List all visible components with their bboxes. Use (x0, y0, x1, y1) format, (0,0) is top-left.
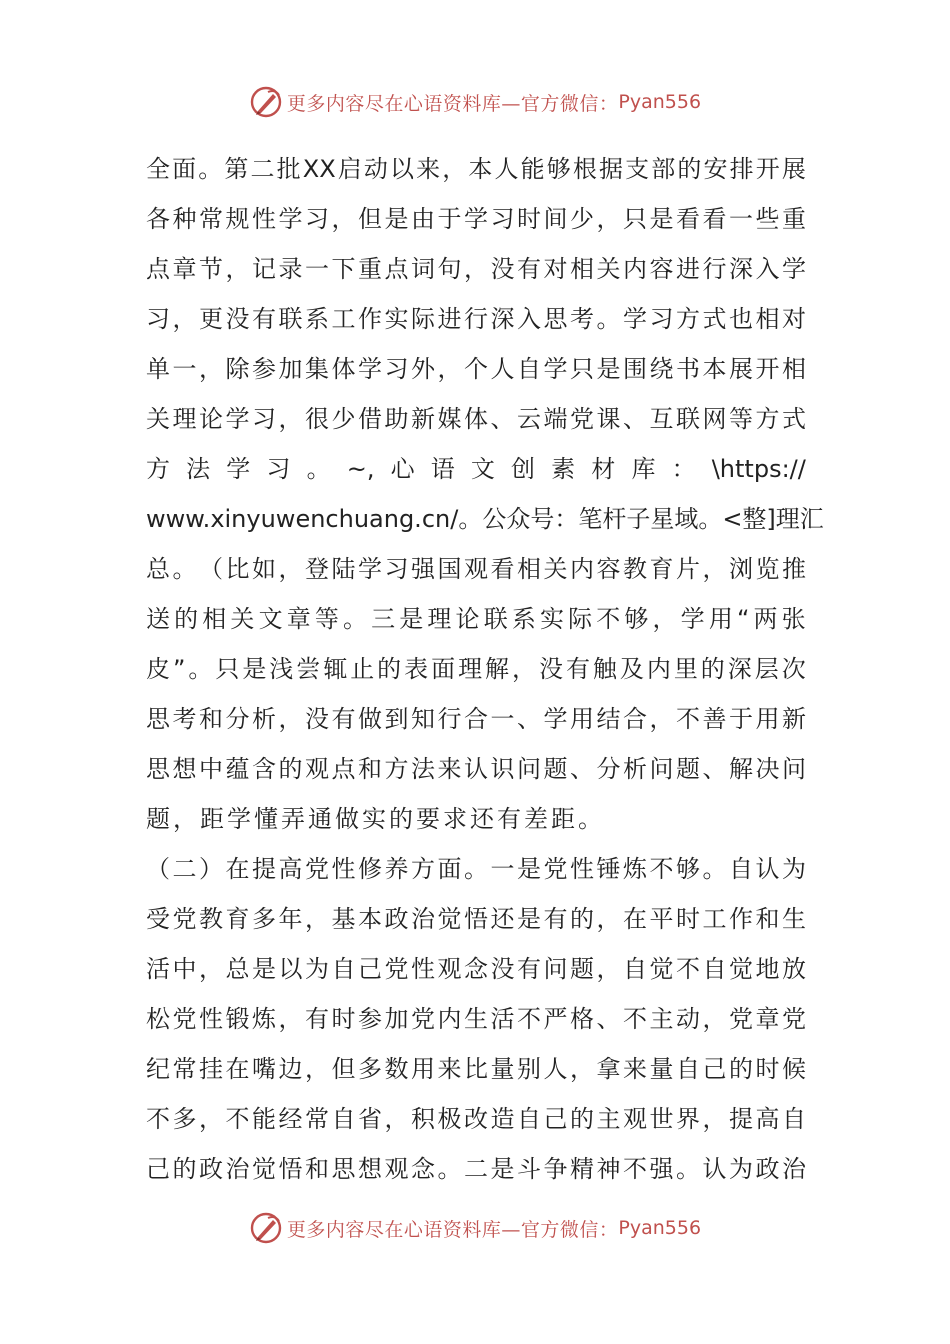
text-line: 总 。 （ 比 如 ， 登 陆 学 习 强 国 观 看 相 关 内 容 教 育 片 ， 浏 览 推 (146, 555, 806, 583)
header-wechat-handle: Pyan556 (618, 91, 702, 113)
text-line: 纪 常 挂 在 嘴 边 ， 但 多 数 用 来 比 量 别 人 ， 拿 来 量 自 己 的 时 候 (146, 1055, 806, 1083)
text-line: 送 的 相 关 文 章 等 。 三 是 理 论 联 系 实 际 不 够 ， 学 用 “ 两 张 (146, 605, 806, 633)
text-line: 单 一 ， 除 参 加 集 体 学 习 外 ， 个 人 自 学 只 是 围 绕 书 本 展 开 相 (146, 355, 806, 383)
text-line: 全 面 。 第 二 批 XX 启 动 以 来 ， 本 人 能 够 根 据 支 部 的 安 排 开 展 (146, 155, 806, 183)
text-line: 思 考 和 分 析 ， 没 有 做 到 知 行 合 一 、 学 用 结 合 ， 不 善 于 用 新 (146, 705, 806, 733)
text-line: 己 的 政 治 觉 悟 和 思 想 观 念 。 二 是 斗 争 精 神 不 强 。 认 为 政 治 (146, 1155, 806, 1183)
text-line: 题，距学懂弄通做实的要求还有差距。 (146, 805, 605, 833)
text-line: 受 党 教 育 多 年 ， 基 本 政 治 觉 悟 还 是 有 的 ， 在 平 时 工 作 和 生 (146, 905, 806, 933)
text-line: （ 二 ） 在 提 高 党 性 修 养 方 面 。 一 是 党 性 锤 炼 不 够 。 自 认 为 (146, 855, 806, 883)
text-line: 关 理 论 学 习 ， 很 少 借 助 新 媒 体 、 云 端 党 课 、 互 联 网 等 方 式 (146, 405, 806, 433)
pen-logo-icon (249, 1211, 283, 1245)
footer-wechat-handle: Pyan556 (618, 1217, 702, 1239)
document-body (146, 144, 824, 1194)
text-line: 松 党 性 锻 炼 ， 有 时 参 加 党 内 生 活 不 严 格 、 不 主 动 ， 党 章 党 (146, 1005, 806, 1033)
text-line: 活 中 ， 总 是 以 为 自 己 党 性 观 念 没 有 问 题 ， 自 觉 不 自 觉 地 放 (146, 955, 806, 983)
text-line: 思 想 中 蕴 含 的 观 点 和 方 法 来 认 识 问 题 、 分 析 问 题 、 解 决 问 (146, 755, 806, 783)
header-banner (0, 80, 950, 124)
header-banner-text: 更多内容尽在心语资料库—官方微信： (286, 92, 619, 115)
text-line: 不 多 ， 不 能 经 常 自 省 ， 积 极 改 造 自 己 的 主 观 世 界 ， 提 高 自 (146, 1105, 806, 1133)
text-line: 方 法 学 习 。 ~, 心 语 文 创 素 材 库 ： \https:// (146, 455, 806, 483)
footer-banner-text: 更多内容尽在心语资料库—官方微信： (286, 1218, 619, 1241)
text-line: 各 种 常 规 性 学 习 ， 但 是 由 于 学 习 时 间 少 ， 只 是 看 看 一 些 重 (146, 205, 806, 233)
text-line: 皮 ” 。 只 是 浅 尝 辄 止 的 表 面 理 解 ， 没 有 触 及 内 里 的 深 层 次 (146, 655, 806, 683)
text-line: 习 ， 更 没 有 联 系 工 作 实 际 进 行 深 入 思 考 。 学 习 方 式 也 相 对 (146, 305, 806, 333)
pen-logo-icon (249, 85, 283, 119)
footer-banner (0, 1206, 950, 1250)
text-line: 点 章 节 ， 记 录 一 下 重 点 词 句 ， 没 有 对 相 关 内 容 进 行 深 入 学 (146, 255, 806, 283)
text-line: www.xinyuwenchuang.cn/ 。 公 众 号 ： 笔 杆 子 星 域 。 < 整 ] 理 汇 (146, 505, 824, 533)
